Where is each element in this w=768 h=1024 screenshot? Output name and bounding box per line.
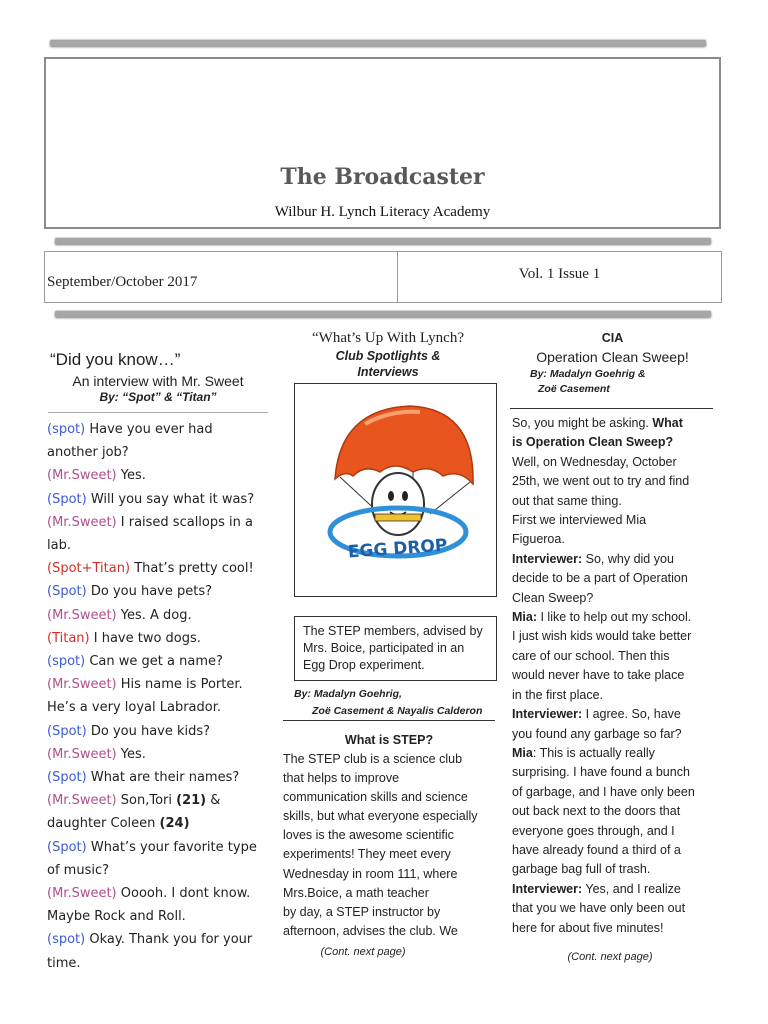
interview-line <box>47 534 275 557</box>
interview-line <box>47 604 275 627</box>
step-byline-line2: Zoë Casement & Nayalis Calderon <box>312 705 483 717</box>
interview-text: What are their names? <box>90 770 240 786</box>
top-rule <box>50 40 706 46</box>
cia-byline-line1: By: Madalyn Goehrig & <box>530 368 646 380</box>
clean-sweep-line <box>512 472 724 491</box>
interview-text: (21) <box>176 793 207 809</box>
interview-text: Maybe Rock and Roll. <box>47 909 186 925</box>
column3-divider <box>510 408 713 409</box>
article-text: care of our school. Then this <box>512 648 670 663</box>
clean-sweep-line <box>512 569 724 588</box>
newsletter-title: The Broadcaster <box>280 164 485 190</box>
article-text: would never have to take place <box>512 668 685 683</box>
clean-sweep-line <box>512 608 724 627</box>
article-text: have already found a third of a <box>512 842 681 857</box>
clean-sweep-line <box>512 627 724 646</box>
step-body-line: that helps to improve <box>283 771 400 786</box>
interview-text: What’s your favorite type <box>90 839 257 855</box>
speaker-tag: (Mr.Sweet) <box>47 886 121 902</box>
speaker-tag: (Mr.Sweet) <box>47 746 121 762</box>
interview-line <box>47 580 275 603</box>
interview-text: Yes. A dog. <box>120 607 192 623</box>
interview-text: Yes. <box>120 746 146 762</box>
cia-byline <box>530 367 710 397</box>
article-text: in the first place. <box>512 687 604 702</box>
step-body-line: afternoon, advises the club. We <box>283 923 458 938</box>
speaker-tag: (spot) <box>47 932 90 948</box>
clean-sweep-line <box>512 647 724 666</box>
clean-sweep-line <box>512 705 724 724</box>
interview-line <box>47 627 275 650</box>
speaker-label: Interviewer: <box>512 881 583 896</box>
clean-sweep-line <box>512 919 724 938</box>
speaker-tag: (Spot) <box>47 584 91 600</box>
step-body-line: communication skills and science <box>283 790 468 805</box>
speaker-tag: (Spot) <box>47 723 91 739</box>
article-text: 25th, we went out to try and find <box>512 474 690 489</box>
did-you-know-heading: “Did you know…” <box>50 350 181 369</box>
column2-divider <box>283 720 495 721</box>
egg-drop-logo <box>295 384 496 596</box>
speaker-tag: (Mr.Sweet) <box>47 793 121 809</box>
clean-sweep-line <box>512 899 724 918</box>
step-body-line: skills, but what everyone especially <box>283 809 478 824</box>
article-text: decide to be a part of Operation <box>512 571 688 586</box>
article-text: surprising. I have found a bunch <box>512 765 690 780</box>
interview-text: time. <box>47 955 81 971</box>
issue-info-bar <box>44 251 722 303</box>
clean-sweep-line <box>512 783 724 802</box>
article-text: So, you might be asking. <box>512 416 653 430</box>
interview-text: another job? <box>47 445 129 461</box>
clean-sweep-article-body <box>512 414 724 938</box>
cia-byline-line2: Zoë Casement <box>538 383 610 395</box>
interview-line <box>47 952 275 975</box>
issue-date: September/October 2017 <box>47 274 198 290</box>
clean-sweep-line <box>512 841 724 860</box>
interview-text: Do you have pets? <box>90 584 213 600</box>
clean-sweep-line <box>512 822 724 841</box>
speaker-tag: (Mr.Sweet) <box>47 514 121 530</box>
school-name: Wilbur H. Lynch Literacy Academy <box>274 204 491 220</box>
clean-sweep-line <box>512 511 724 530</box>
step-body-line: Wednesday in room 111, where <box>283 866 458 881</box>
article-text: out that same thing. <box>512 493 622 508</box>
article-text: : This is actually really <box>532 745 655 760</box>
whats-up-heading: “What’s Up With Lynch? <box>312 330 464 346</box>
clean-sweep-line <box>512 589 724 608</box>
speaker-tag: (spot) <box>47 422 90 437</box>
article-text: here for about five minutes! <box>512 920 664 935</box>
clean-sweep-line <box>512 433 724 452</box>
article-text: Yes, and I realize <box>582 881 681 896</box>
article-text: Figueroa. <box>512 532 565 547</box>
speaker-tag: (Mr.Sweet) <box>47 607 121 623</box>
speaker-label: is Operation Clean Sweep? <box>512 435 674 450</box>
what-is-step-heading: What is STEP? <box>344 733 434 747</box>
interview-line <box>47 464 275 487</box>
interview-text: (24) <box>159 816 190 832</box>
clean-sweep-line <box>512 530 724 549</box>
club-spotlights-line2: Interviews <box>357 365 419 379</box>
interview-text: & <box>206 793 221 809</box>
interview-line <box>47 882 275 905</box>
column1-divider <box>48 412 268 413</box>
clean-sweep-continued-note: (Cont. next page) <box>567 951 653 963</box>
article-text: garbage bag full of trash. <box>512 862 651 877</box>
egg-drop-image <box>294 383 497 597</box>
issue-volume: Vol. 1 Issue 1 <box>518 266 601 282</box>
clean-sweep-line <box>512 550 724 569</box>
interview-text: lab. <box>47 538 71 554</box>
interview-text: Son,Tori <box>120 793 177 809</box>
step-byline-line1: By: Madalyn Goehrig, <box>294 688 402 700</box>
interview-transcript <box>47 418 275 975</box>
interview-line <box>47 488 275 511</box>
speaker-tag: (Mr.Sweet) <box>47 677 121 693</box>
clean-sweep-line <box>512 725 724 744</box>
interview-line <box>47 766 275 789</box>
interview-line <box>47 743 275 766</box>
article-text: that you we have only been out <box>512 901 686 916</box>
interview-text: daughter Coleen <box>47 816 160 832</box>
clean-sweep-line <box>512 802 724 821</box>
step-body-line: experiments! They meet every <box>283 847 451 862</box>
step-body-line: The STEP club is a science club <box>283 752 463 766</box>
step-body-line: loves is the awesome scientific <box>283 828 454 843</box>
club-spotlights-subtitle <box>278 348 498 380</box>
clean-sweep-line <box>512 492 724 511</box>
masthead <box>44 57 721 229</box>
article-text: everyone goes through, and I <box>512 823 675 838</box>
article-text: I just wish kids would take better <box>512 629 692 644</box>
article-text: So, why did you <box>582 551 674 566</box>
info-bottom-rule <box>55 311 711 317</box>
cia-heading: CIA <box>601 331 624 345</box>
interview-subtitle: An interview with Mr. Sweet <box>72 373 244 389</box>
speaker-label: Mia <box>512 745 533 760</box>
step-article-body <box>283 750 505 941</box>
speaker-tag: (Spot) <box>47 839 91 855</box>
speaker-tag: (Spot) <box>47 770 91 786</box>
speaker-label: Interviewer: <box>512 707 583 722</box>
speaker-label: Interviewer: <box>512 551 583 566</box>
interview-text: Can we get a name? <box>89 654 223 670</box>
interview-text: Okay. Thank you for your <box>89 932 253 948</box>
article-text: out back next to the doors that <box>512 804 681 819</box>
interview-line <box>47 812 275 835</box>
speaker-tag: (Spot+Titan) <box>47 561 135 577</box>
interview-text: Yes. <box>120 468 146 484</box>
interview-text: Will you say what it was? <box>90 491 255 507</box>
club-spotlights-line1: Club Spotlights & <box>335 349 441 363</box>
step-body-line: Mrs.Boice, a math teacher <box>283 885 429 900</box>
speaker-label: Mia: <box>512 610 537 625</box>
interview-line <box>47 441 275 464</box>
clean-sweep-line <box>512 860 724 879</box>
interview-text: That’s pretty cool! <box>134 561 254 577</box>
interview-text: of music? <box>47 862 109 878</box>
interview-line <box>47 928 275 951</box>
operation-clean-sweep-subtitle: Operation Clean Sweep! <box>536 349 689 365</box>
speaker-tag: (spot) <box>47 654 90 670</box>
step-caption: The STEP members, advised by Mrs. Boice, participated in an Egg Drop experiment. <box>294 616 497 681</box>
interview-text: Do you have kids? <box>90 723 211 739</box>
article-text: Well, on Wednesday, October <box>512 454 677 469</box>
interview-line <box>47 418 275 441</box>
interview-text: He’s a very loyal Labrador. <box>47 700 222 716</box>
speaker-tag: (Mr.Sweet) <box>47 468 121 484</box>
speaker-tag: (Titan) <box>47 630 94 646</box>
interview-text: His name is Porter. <box>120 677 243 693</box>
step-byline <box>294 686 499 720</box>
article-text: you found any garbage so far? <box>512 726 682 741</box>
article-text: of garbage, and I have only been <box>512 784 695 799</box>
speaker-label: What <box>652 416 683 430</box>
header-bottom-rule <box>55 238 711 244</box>
step-body-line: by day, a STEP instructor by <box>283 904 441 919</box>
interview-line <box>47 720 275 743</box>
clean-sweep-line <box>512 744 724 763</box>
article-text: I agree. So, have <box>582 707 681 722</box>
article-text: First we interviewed Mia <box>512 513 647 528</box>
interview-text: Have you ever had <box>89 422 213 437</box>
clean-sweep-line <box>512 414 724 433</box>
interview-byline: By: “Spot” & “Titan” <box>99 390 217 404</box>
interview-line <box>47 673 275 696</box>
interview-line <box>47 789 275 812</box>
clean-sweep-line <box>512 880 724 899</box>
clean-sweep-line <box>512 686 724 705</box>
interview-line <box>47 696 275 719</box>
interview-line <box>47 859 275 882</box>
egg-drop-text: EGG DROP <box>347 535 449 563</box>
interview-line <box>47 650 275 673</box>
interview-line <box>47 557 275 580</box>
interview-text: I raised scallops in a <box>120 514 253 530</box>
interview-text: Ooooh. I dont know. <box>120 886 251 902</box>
clean-sweep-line <box>512 763 724 782</box>
step-continued-note: (Cont. next page) <box>320 946 406 958</box>
interview-line <box>47 905 275 928</box>
speaker-tag: (Spot) <box>47 491 91 507</box>
interview-line <box>47 836 275 859</box>
interview-line <box>47 511 275 534</box>
article-text: I like to help out my school. <box>537 610 692 625</box>
clean-sweep-line <box>512 453 724 472</box>
clean-sweep-line <box>512 666 724 685</box>
interview-text: I have two dogs. <box>93 630 201 646</box>
article-text: Clean Sweep? <box>512 590 594 605</box>
